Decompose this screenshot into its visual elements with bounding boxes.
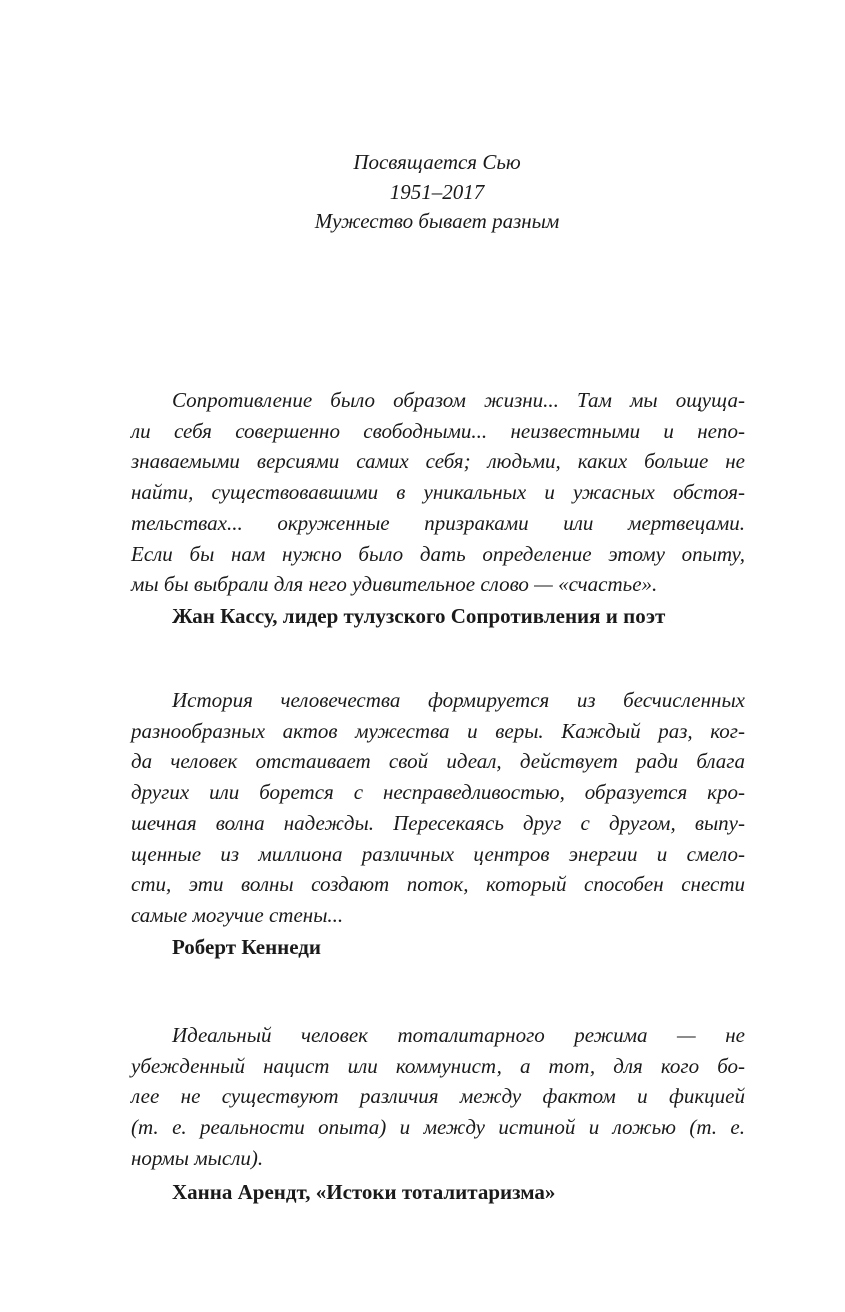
epigraph-line: шечная волна надежды. Пересекаясь друг с другом, выпу- — [131, 810, 745, 835]
epigraph-line: Если бы нам нужно было дать определение этому опыту, — [131, 541, 745, 566]
epigraph-line: знаваемыми версиями самих себя; людьми, каких больше не — [131, 449, 745, 474]
epigraph-author: Ханна Арендт, «Истоки тоталитаризма» — [172, 1179, 556, 1204]
epigraph-line: (т. е. реальности опыта) и между истиной и ложью (т. е. — [131, 1115, 745, 1140]
epigraph-line: других или борется с несправедливостью, образуется кро- — [131, 780, 745, 805]
epigraph-line: сти, эти волны создают поток, который способен снести — [131, 872, 745, 897]
epigraph-line: ли себя совершенно свободными... неизвестными и непо- — [131, 418, 745, 443]
epigraph-line: найти, существовавшими в уникальных и ужасных обстоя- — [131, 480, 745, 505]
epigraph-line: разнообразных актов мужества и веры. Каждый раз, ког- — [131, 718, 745, 743]
epigraph-line: мы бы выбрали для него удивительное слово — «счастье». — [131, 572, 658, 597]
epigraph-line: Сопротивление было образом жизни... Там мы ощуща- — [172, 388, 745, 412]
epigraph-line: История человечества формируется из бесчисленных — [172, 688, 745, 712]
epigraph-cassou — [131, 385, 745, 632]
dedication — [0, 148, 845, 237]
epigraph-author: Жан Кассу, лидер тулузского Сопротивления и поэт — [172, 603, 666, 628]
epigraph-line: нормы мысли). — [131, 1145, 264, 1170]
dedication-line: Посвящается Сью — [353, 150, 521, 174]
dedication-line: Мужество бывает разным — [314, 209, 560, 233]
epigraph-arendt — [131, 1020, 745, 1207]
dedication-years: 1951–2017 — [389, 179, 485, 204]
epigraph-line: самые могучие стены... — [131, 902, 344, 927]
epigraph-line: лее не существуют различия между фактом и фикцией — [131, 1084, 745, 1109]
epigraph-kennedy — [131, 685, 745, 962]
epigraph-line: щенные из миллиона различных центров энергии и смело- — [131, 841, 745, 866]
epigraph-line: да человек отстаивает свой идеал, действует ради блага — [131, 749, 745, 774]
epigraph-line: тельствах... окруженные призраками или мертвецами. — [131, 510, 745, 535]
epigraph-line: убежденный нацист или коммунист, а тот, для кого бо- — [131, 1053, 745, 1078]
epigraph-line: Идеальный человек тоталитарного режима — не — [172, 1023, 745, 1047]
epigraph-author: Роберт Кеннеди — [172, 934, 322, 959]
